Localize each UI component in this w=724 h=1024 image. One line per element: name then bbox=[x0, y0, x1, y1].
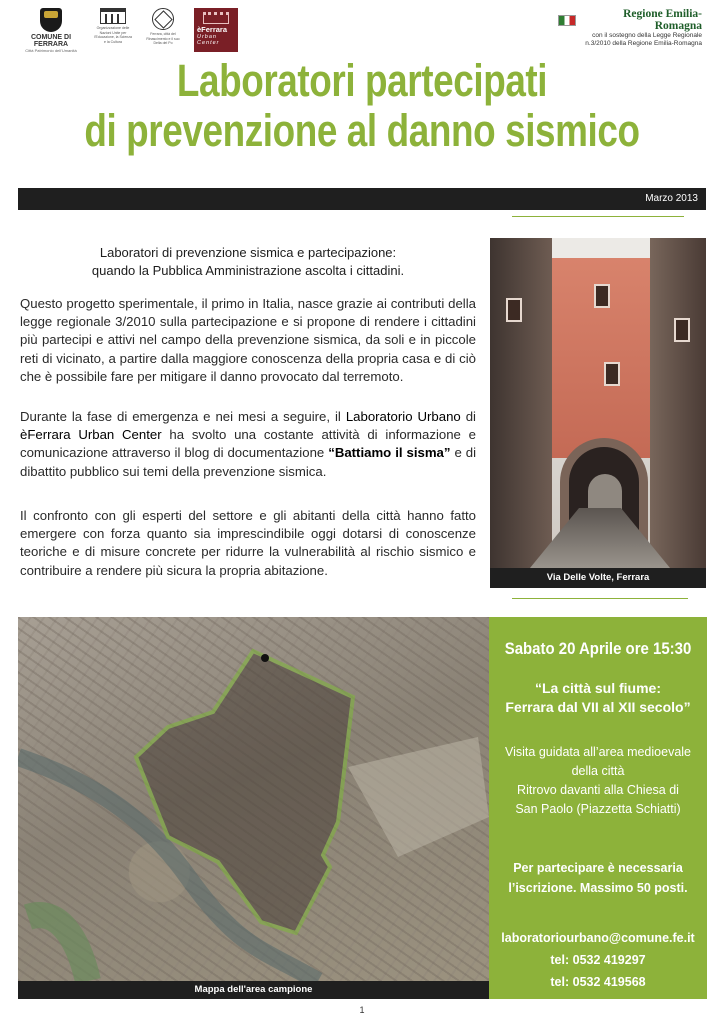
paragraph-1: Questo progetto sperimentale, il primo in Italia, nasce grazie ai contributi della legge regionale 3/2010 sulla partecipazione e si propone di rendere i cittadini più partecipi e attivi nel campo della prevenzione sismica, da soli e in piccole reti di vicinato, a partire dalla maggiore conoscenza della propria casa e di ciò che è possibile fare per mitigare il danno provocato dal terremoto. bbox=[20, 296, 476, 384]
ferrara-logo-sub: Città Patrimonio dell'Umanità bbox=[25, 48, 77, 53]
heritage-logo-text: Ferrara, città del Rinascimento e il suo Delta del Po bbox=[146, 32, 180, 45]
event-title bbox=[489, 679, 707, 717]
date-bar bbox=[18, 188, 706, 210]
laboratorio-urbano-name: Laboratorio Urbano bbox=[345, 409, 461, 424]
intro-heading bbox=[20, 244, 476, 280]
intro-heading-line1: Laboratori di prevenzione sismica e partecipazione: bbox=[99, 245, 397, 260]
eferrara-logo-line1: èFerrara bbox=[197, 25, 228, 34]
via-delle-volte-photo bbox=[490, 238, 706, 568]
event-description bbox=[489, 743, 707, 819]
page-number: 1 bbox=[359, 1005, 365, 1015]
regione-emilia-romagna-logo bbox=[558, 8, 702, 48]
contact-tel-1[interactable]: tel: 0532 419297 bbox=[550, 953, 646, 967]
p2-text-c: di bbox=[460, 409, 476, 424]
p2-text-g: e di dibattito pubblico sui temi della prevenzione sismica. bbox=[20, 445, 477, 479]
unesco-logo bbox=[94, 8, 132, 44]
region-flag-icon bbox=[558, 15, 576, 26]
ferrara-logo-name: COMUNE DI FERRARA bbox=[30, 34, 72, 48]
page-title bbox=[65, 56, 659, 156]
issue-date: Marzo 2013 bbox=[645, 193, 698, 204]
intro-heading-line2: quando la Pubblica Amministrazione ascolta i cittadini. bbox=[91, 263, 405, 278]
map-marker bbox=[261, 654, 269, 662]
event-desc-line4: San Paolo (Piazzetta Schiatti) bbox=[515, 802, 681, 816]
event-desc-line3: Ritrovo davanti alla Chiesa di bbox=[517, 783, 679, 797]
eferrara-name: èFerrara Urban Center bbox=[20, 427, 162, 443]
event-desc-line1: Visita guidata all’area medioevale bbox=[505, 745, 691, 759]
photo-caption: Via Delle Volte, Ferrara bbox=[490, 568, 706, 588]
p2-text-a: Durante la fase di emergenza e nei mesi a seguire, il bbox=[20, 409, 346, 424]
event-desc-line2: della città bbox=[571, 764, 625, 778]
partner-logos bbox=[22, 8, 238, 58]
registration-note bbox=[489, 859, 707, 898]
contact-info bbox=[489, 927, 707, 993]
map-caption: Mappa dell'area campione bbox=[18, 981, 489, 999]
title-line-1: Laboratori partecipati bbox=[176, 55, 548, 106]
eferrara-logo-line2: Urban Center bbox=[197, 34, 220, 46]
map-overlay bbox=[18, 617, 489, 981]
study-area-boundary bbox=[136, 651, 353, 933]
comune-ferrara-logo bbox=[22, 8, 80, 53]
unesco-logo-text: Organizzazione delle Nazioni Unite per l'Educazione, la Scienza e la Cultura bbox=[94, 26, 132, 44]
paragraph-3: Il confronto con gli esperti del settore e gli abitanti della città hanno fatto emergere con forza quanto sia imprescindibile oggi dotarsi di conoscenze teoriche e di misure concrete per ridurre la vulnerabilità al rischio sismico e contribuire a rendere più sicura la propria abitazione. bbox=[20, 508, 476, 578]
region-support-line2: n.3/2010 della Regione Emilia-Romagna bbox=[585, 40, 702, 47]
event-title-line2: Ferrara dal VII al XII secolo” bbox=[505, 699, 691, 715]
contact-tel-2[interactable]: tel: 0532 419568 bbox=[550, 975, 646, 989]
event-title-line1: “La città sul fiume: bbox=[534, 680, 662, 696]
p2-text-e: ha svolto una costante attività di informazione e comunicazione attraverso il blog di documentazione bbox=[20, 427, 476, 461]
paragraph-2 bbox=[20, 408, 476, 481]
event-date: Sabato 20 Aprile ore 15:30 bbox=[504, 639, 692, 658]
region-support-line1: con il sostegno della Legge Regionale bbox=[592, 32, 702, 39]
event-box bbox=[489, 617, 707, 999]
world-heritage-logo bbox=[146, 8, 180, 46]
title-line-2: di prevenzione al danno sismico bbox=[84, 105, 640, 156]
blog-name: “Battiamo il sisma” bbox=[328, 445, 451, 461]
registration-note-line2: l’iscrizione. Massimo 50 posti. bbox=[508, 880, 688, 895]
ferrara-crest-icon bbox=[40, 8, 62, 32]
world-heritage-icon bbox=[152, 8, 174, 30]
castle-icon bbox=[203, 12, 229, 24]
eferrara-urban-center-logo bbox=[194, 8, 238, 52]
registration-note-line1: Per partecipare è necessaria bbox=[513, 861, 683, 875]
unesco-temple-icon bbox=[100, 8, 126, 24]
divider-top bbox=[512, 216, 684, 217]
aerial-map bbox=[18, 617, 489, 981]
region-name: Regione Emilia-Romagna bbox=[623, 8, 702, 32]
contact-email[interactable]: laboratoriourbano@comune.fe.it bbox=[501, 931, 695, 945]
divider-bottom bbox=[512, 598, 688, 599]
